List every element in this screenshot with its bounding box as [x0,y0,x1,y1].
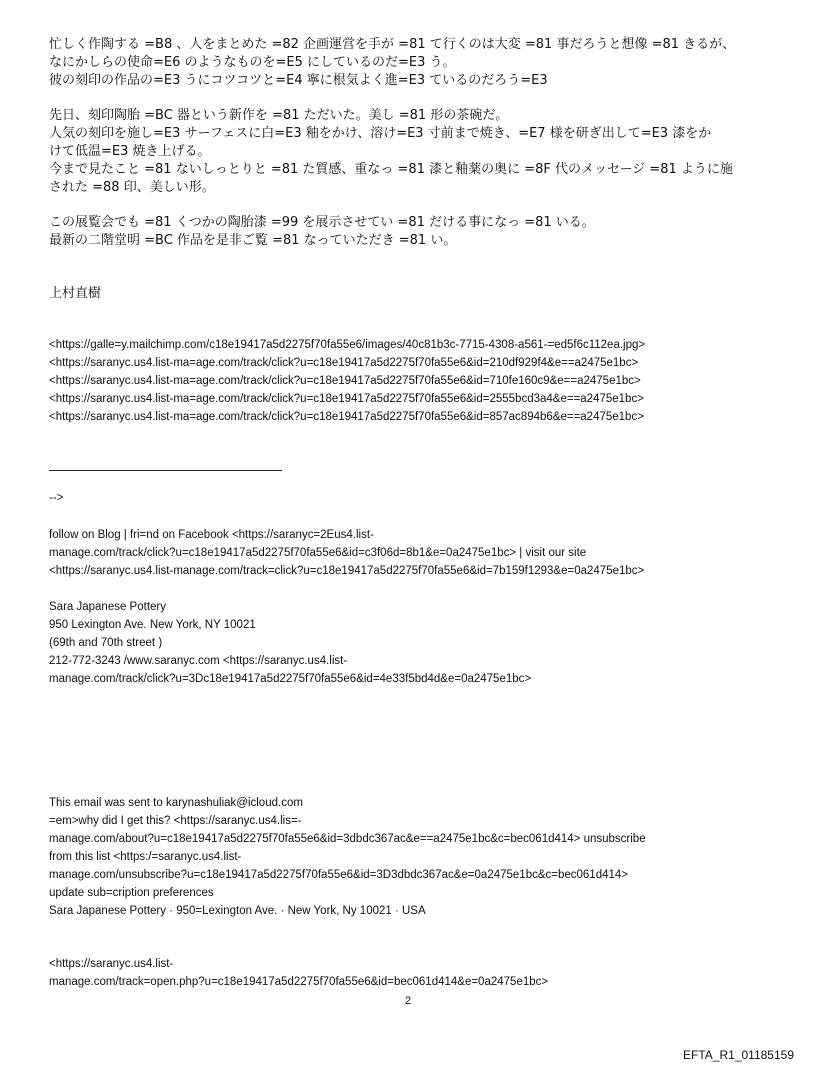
address-company: Sara Japanese Pottery [49,601,166,613]
jp-paragraph-1-line-2: なにかしらの使命=E6 のようなものを=E5 にしているのだ=E3 う。 [49,55,456,70]
address-track-link[interactable]: manage.com/track/click?u=3Dc18e19417a5d2275f70fa55e6&id=4e33f5bd4d&e=0a2475e1bc> [49,673,532,685]
jp-paragraph-3-line-2: 最新の二階堂明 =BC 作品を是非ご覧 =81 なっていただき =81 い。 [49,233,457,248]
address-street: 950 Lexington Ave. New York, NY 10021 [49,619,256,631]
address-cross-street: (69th and 70th street ) [49,637,163,649]
footer-postal-address: Sara Japanese Pottery · 950=Lexington Ave. · New York, Ny 10021 · USA [49,905,426,917]
html-comment-close: --> [49,492,64,504]
follow-line-2[interactable]: manage.com/track/click?u=c18e19417a5d2275f70fa55e6&id=c3f06d=8b1&e=0a2475e1bc> | visit our site [49,547,587,559]
link-track-1[interactable]: <https://saranyc.us4.list-ma=age.com/track/click?u=c18e19417a5d2275f70fa55e6&id=210df929f4&e==a2475e1bc> [49,357,639,369]
footer-why-link[interactable]: =em>why did I get this? <https://saranyc.us4.lis=- [49,815,302,827]
tracking-link-line-2[interactable]: manage.com/track=open.php?u=c18e19417a5d2275f70fa55e6&id=bec061d414&e=0a2475e1bc> [49,976,549,988]
jp-paragraph-2-line-4: 今まで見たこと =81 ないしっとりと =81 た質感、重なっ =81 漆と釉薬の奥に =8F 代のメッセージ =81 ように施 [49,162,733,177]
page-number: 2 [404,995,412,1007]
link-image[interactable]: <https://galle=y.mailchimp.com/c18e19417a5d2275f70fa55e6/images/40c81b3c-7715-4308-a561-=ed5f6c112ea.jpg> [49,339,646,351]
jp-paragraph-2-line-2: 人気の刻印を施し=E3 サーフェスに白=E3 釉をかけ、溶け=E3 寸前まで焼き、=E7 様を研ぎ出して=E3 漆をか [49,126,712,141]
follow-line-1[interactable]: follow on Blog | fri=nd on Facebook <https://saranyc=2Eus4.list- [49,529,374,541]
link-track-2[interactable]: <https://saranyc.us4.list-ma=age.com/track/click?u=c18e19417a5d2275f70fa55e6&id=710fe160c9&e==a2475e1bc> [49,375,641,387]
jp-paragraph-2-line-5: された =88 印、美しい形。 [49,180,215,195]
signature-name: 上村直樹 [49,286,102,301]
jp-paragraph-3-line-1: この展覧会でも =81 くつかの陶胎漆 =99 を展示させてい =81 だける事になっ =81 いる。 [49,215,595,230]
follow-line-3[interactable]: <https://saranyc.us4.list-manage.com/track=click?u=c18e19417a5d2275f70fa55e6&id=7b159f1293&e=0a2475e1bc> [49,565,645,577]
link-track-4[interactable]: <https://saranyc.us4.list-ma=age.com/track/click?u=c18e19417a5d2275f70fa55e6&id=857ac894b6&e==a2475e1bc> [49,411,644,423]
footer-sent-to: This email was sent to karynashuliak@icloud.com [49,797,303,809]
footer-unsubscribe-link[interactable]: manage.com/unsubscribe?u=c18e19417a5d2275f70fa55e6&id=3D3dbdc367ac&e=0a2475e1bc&c=bec061d414> [49,869,628,881]
footer-about-link[interactable]: manage.com/about?u=c18e19417a5d2275f70fa55e6&id=3dbdc367ac&e==a2475e1bc&c=bec061d414> unsubscribe [49,833,646,845]
jp-paragraph-1-line-3: 彼の刻印の作品の=E3 うにコツコツと=E4 寧に根気よく進=E3 ているのだろう=E3 [49,73,548,88]
link-track-3[interactable]: <https://saranyc.us4.list-ma=age.com/track/click?u=c18e19417a5d2275f70fa55e6&id=2555bcd3a4&e==a2475e1bc> [49,393,644,405]
tracking-link-line-1[interactable]: <https://saranyc.us4.list- [49,958,174,970]
jp-paragraph-1-line-1: 忙しく作陶する =B8 、人をまとめた =82 企画運営を手が =81 て行くのは大変 =81 事だろうと想像 =81 きるが、 [49,37,736,52]
footer-unsubscribe-label[interactable]: from this list <https:/=saranyc.us4.list- [49,851,242,863]
jp-paragraph-2-line-3: けて低温=E3 焼き上げる。 [49,144,211,159]
divider-line [49,470,282,471]
footer-update-preferences[interactable]: update sub=cription preferences [49,887,214,899]
jp-paragraph-2-line-1: 先日、刻印陶胎 =BC 器という新作を =81 ただいた。美し =81 形の茶碗だ。 [49,108,509,123]
address-phone-web[interactable]: 212-772-3243 /www.saranyc.com <https://saranyc.us4.list- [49,655,348,667]
bates-number: EFTA_R1_01185159 [683,1048,794,1062]
